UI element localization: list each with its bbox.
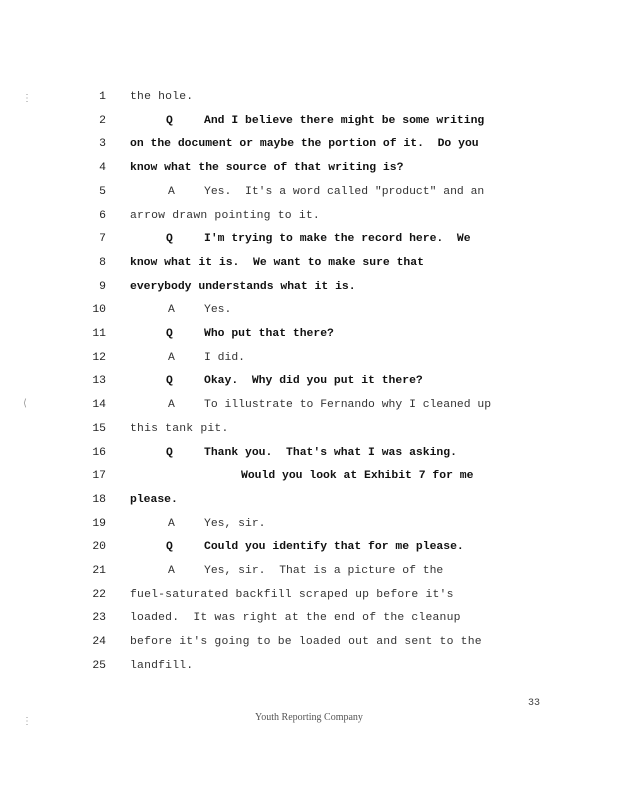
line-number: 17 <box>92 470 106 483</box>
line-number: 8 <box>99 256 106 269</box>
transcript-line <box>0 299 618 321</box>
line-text: To illustrate to Fernando why I cleaned up <box>204 399 492 412</box>
line-text: Who put that there? <box>204 328 334 340</box>
line-number: 2 <box>99 114 106 127</box>
line-number: 5 <box>99 185 106 198</box>
transcript-line <box>0 276 618 298</box>
line-number: 7 <box>99 233 106 246</box>
transcript-line <box>0 181 618 203</box>
speaker-label: A <box>168 399 175 412</box>
speaker-label: Q <box>166 328 173 340</box>
transcript-line <box>0 607 618 629</box>
transcript-line <box>0 631 618 653</box>
punch-mark-middle: ⟨ <box>22 399 29 410</box>
speaker-label: A <box>168 351 175 364</box>
line-number: 10 <box>92 304 106 317</box>
line-text: I'm trying to make the record here. We <box>204 233 471 246</box>
line-text: arrow drawn pointing to it. <box>130 209 320 222</box>
line-number: 9 <box>99 280 106 293</box>
line-text: Yes, sir. <box>204 517 266 530</box>
transcript-line <box>0 370 618 392</box>
line-text: the hole. <box>130 91 194 103</box>
transcript-line <box>0 655 618 677</box>
line-text: Yes. <box>204 304 232 317</box>
line-number: 22 <box>92 588 106 601</box>
line-number: 14 <box>92 399 106 412</box>
speaker-label: Q <box>166 375 173 388</box>
line-text: And I believe there might be some writing <box>204 114 485 127</box>
line-text: this tank pit. <box>130 422 229 435</box>
line-number: 23 <box>92 612 106 625</box>
transcript-line <box>0 86 618 108</box>
line-number: 16 <box>92 446 106 459</box>
footer-reporting-company: Youth Reporting Company <box>255 712 363 723</box>
line-text: Thank you. That's what I was asking. <box>204 446 457 459</box>
line-text: Yes, sir. That is a picture of the <box>204 565 444 577</box>
line-number: 6 <box>99 209 106 222</box>
line-text: Would you look at Exhibit 7 for me <box>241 470 474 483</box>
transcript-line <box>0 418 618 440</box>
line-number: 1 <box>99 91 106 103</box>
line-text: know what the source of that writing is? <box>130 162 404 175</box>
speaker-label: Q <box>166 446 173 459</box>
line-text: on the document or maybe the portion of it. Do you <box>130 138 479 151</box>
line-number: 21 <box>92 565 106 577</box>
page-number: 33 <box>528 698 541 709</box>
transcript-line <box>0 536 618 558</box>
line-number: 25 <box>92 659 106 672</box>
line-text: Okay. Why did you put it there? <box>204 375 423 388</box>
speaker-label: Q <box>166 233 173 246</box>
transcript-line <box>0 394 618 416</box>
punch-mark-top: ⋮ <box>22 94 32 105</box>
line-number: 15 <box>92 422 106 435</box>
punch-mark-bottom: ⋮ <box>22 717 32 728</box>
line-number: 19 <box>92 517 106 530</box>
line-text: please. <box>130 493 178 506</box>
speaker-label: Q <box>166 541 173 554</box>
line-number: 11 <box>92 328 106 340</box>
line-number: 3 <box>99 138 106 151</box>
speaker-label: A <box>168 304 175 317</box>
line-number: 20 <box>92 541 106 554</box>
transcript-line <box>0 489 618 511</box>
speaker-label: Q <box>166 114 173 127</box>
transcript-line <box>0 584 618 606</box>
line-text: landfill. <box>130 659 194 672</box>
transcript-line <box>0 157 618 179</box>
line-number: 24 <box>92 636 106 649</box>
transcript-line <box>0 133 618 155</box>
line-text: fuel-saturated backfill scraped up before it's <box>130 588 454 601</box>
line-number: 18 <box>92 493 106 506</box>
transcript-line <box>0 513 618 535</box>
transcript-line <box>0 252 618 274</box>
line-text: Could you identify that for me please. <box>204 541 464 554</box>
transcript-line <box>0 465 618 487</box>
speaker-label: A <box>168 565 175 577</box>
transcript-line <box>0 442 618 464</box>
transcript-line <box>0 560 618 582</box>
line-text: loaded. It was right at the end of the cleanup <box>130 612 461 625</box>
transcript-line <box>0 110 618 132</box>
line-text: know what it is. We want to make sure that <box>130 256 424 269</box>
transcript-line <box>0 228 618 250</box>
line-text: I did. <box>204 351 246 364</box>
speaker-label: A <box>168 517 175 530</box>
line-number: 13 <box>92 375 106 388</box>
line-text: everybody understands what it is. <box>130 280 356 293</box>
transcript-line <box>0 205 618 227</box>
transcript-line <box>0 347 618 369</box>
line-text: before it's going to be loaded out and sent to the <box>130 636 482 649</box>
line-number: 4 <box>99 162 106 175</box>
line-text: Yes. It's a word called "product" and an <box>204 185 485 198</box>
speaker-label: A <box>168 185 175 198</box>
transcript-line <box>0 323 618 345</box>
line-number: 12 <box>92 351 106 364</box>
